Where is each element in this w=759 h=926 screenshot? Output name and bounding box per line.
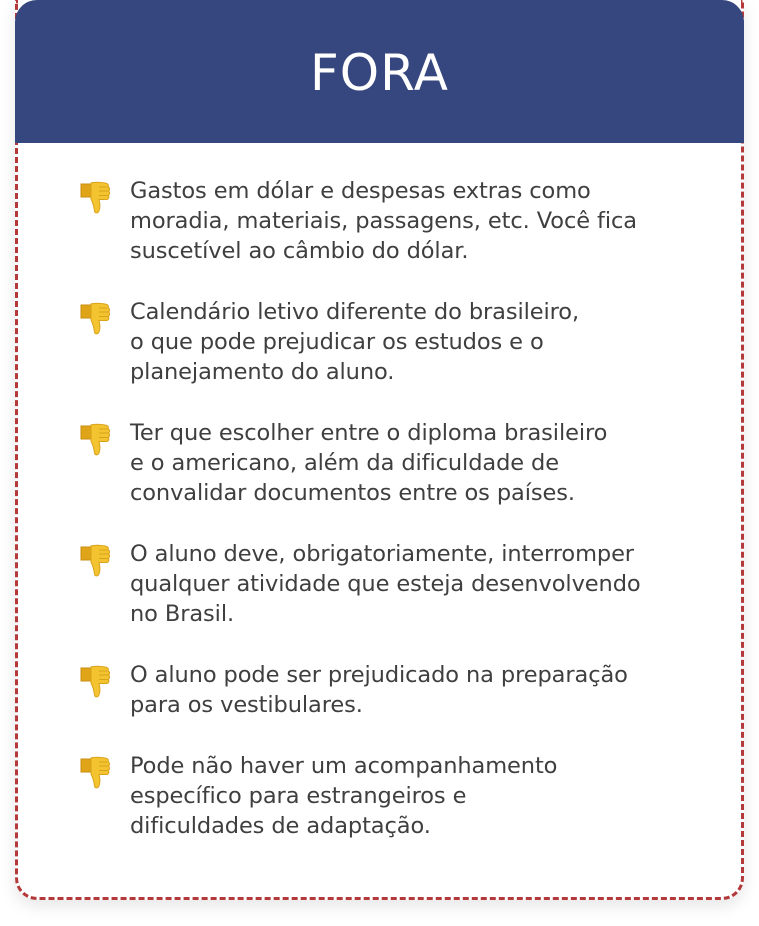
list-item — [78, 539, 698, 629]
list-item-text: Ter que escolher entre o diploma brasileiro e o americano, além da dificuldade de convalidar documentos entre os países. — [130, 420, 608, 506]
list-item — [78, 751, 698, 841]
list-item-text: Pode não haver um acompanhamento específico para estrangeiros e dificuldades de adaptação. — [130, 753, 558, 839]
thumbs-down-icon — [78, 543, 112, 579]
list-item — [78, 176, 698, 266]
thumbs-down-icon — [78, 301, 112, 337]
list-item-text: Calendário letivo diferente do brasileiro, o que pode prejudicar os estudos e o planejamento do aluno. — [130, 299, 580, 385]
list-item — [78, 418, 698, 508]
thumbs-down-icon — [78, 664, 112, 700]
list-item-text: Gastos em dólar e despesas extras como moradia, materiais, passagens, etc. Você fica suscetível ao câmbio do dólar. — [130, 178, 637, 264]
list-item — [78, 297, 698, 387]
cons-list — [78, 176, 698, 841]
thumbs-down-icon — [78, 755, 112, 791]
list-item-text: O aluno deve, obrigatoriamente, interromper qualquer atividade que esteja desenvolvendo no Brasil. — [130, 541, 641, 627]
list-item-text: O aluno pode ser prejudicado na preparação para os vestibulares. — [130, 662, 628, 718]
thumbs-down-icon — [78, 422, 112, 458]
list-item — [78, 660, 698, 720]
card-title: FORA — [309, 43, 450, 102]
thumbs-down-icon — [78, 180, 112, 216]
card-header — [15, 0, 744, 143]
